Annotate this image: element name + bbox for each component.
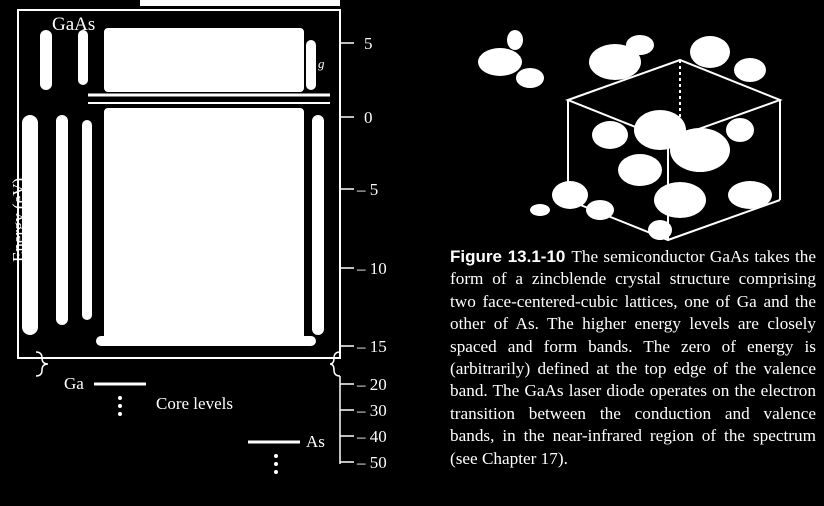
tick-label: – 50: [357, 453, 387, 472]
right-band-upper: [306, 40, 316, 90]
tick-label: – 5: [357, 180, 379, 199]
axis-brace: [36, 352, 48, 376]
tick-label: – 10: [357, 259, 387, 278]
tick-label: – 20: [357, 375, 387, 394]
material-label: GaAs: [52, 14, 96, 35]
lower-energy-scale: [340, 375, 387, 472]
ga-label: Ga: [64, 374, 84, 393]
gap-label: g: [318, 56, 325, 71]
upper-energy-scale: [340, 34, 387, 356]
top-edge-bar: [140, 0, 340, 6]
y-axis-label: Energy (eV): [9, 177, 28, 262]
tick-label: – 40: [357, 427, 387, 446]
left-band-inner2-lower: [82, 120, 92, 320]
figure-caption: [450, 246, 816, 470]
tick-label: – 15: [357, 337, 387, 356]
figure-label: Figure 13.1-10: [450, 247, 566, 266]
caption-text: The semiconductor GaAs takes the form of a zincblende crystal structure comprising two face-centered-cubic lattices, one of Ga and the other of As. The higher energy levels are closely spaced and form bands. The zero of energy is (arbitrarily) defined at the top edge of the valence band. The GaAs laser diode operates on the electron transition between the conduction and valence bands, in the near-infrared region of the spectrum (see Chapter 17).: [450, 247, 816, 468]
bottom-band-blob: [96, 336, 316, 346]
left-band-upper: [40, 30, 52, 90]
left-band-inner-upper: [78, 30, 88, 85]
valence-band: [104, 108, 304, 340]
ga-ellipsis-dots: [118, 396, 122, 416]
conduction-band: [104, 28, 304, 92]
tick-label: 0: [364, 108, 373, 127]
tick-label: – 30: [357, 401, 387, 420]
atom-clusters: [478, 30, 772, 240]
zincblende-crystal-illustration: [460, 0, 824, 245]
left-band-inner-lower: [56, 115, 68, 325]
scale-break-brace: [330, 352, 340, 376]
as-ellipsis-dots: [274, 454, 278, 474]
core-levels-label: Core levels: [156, 394, 233, 413]
tick-label: 5: [364, 34, 373, 53]
right-band-lower: [312, 115, 324, 335]
as-label: As: [306, 432, 325, 451]
